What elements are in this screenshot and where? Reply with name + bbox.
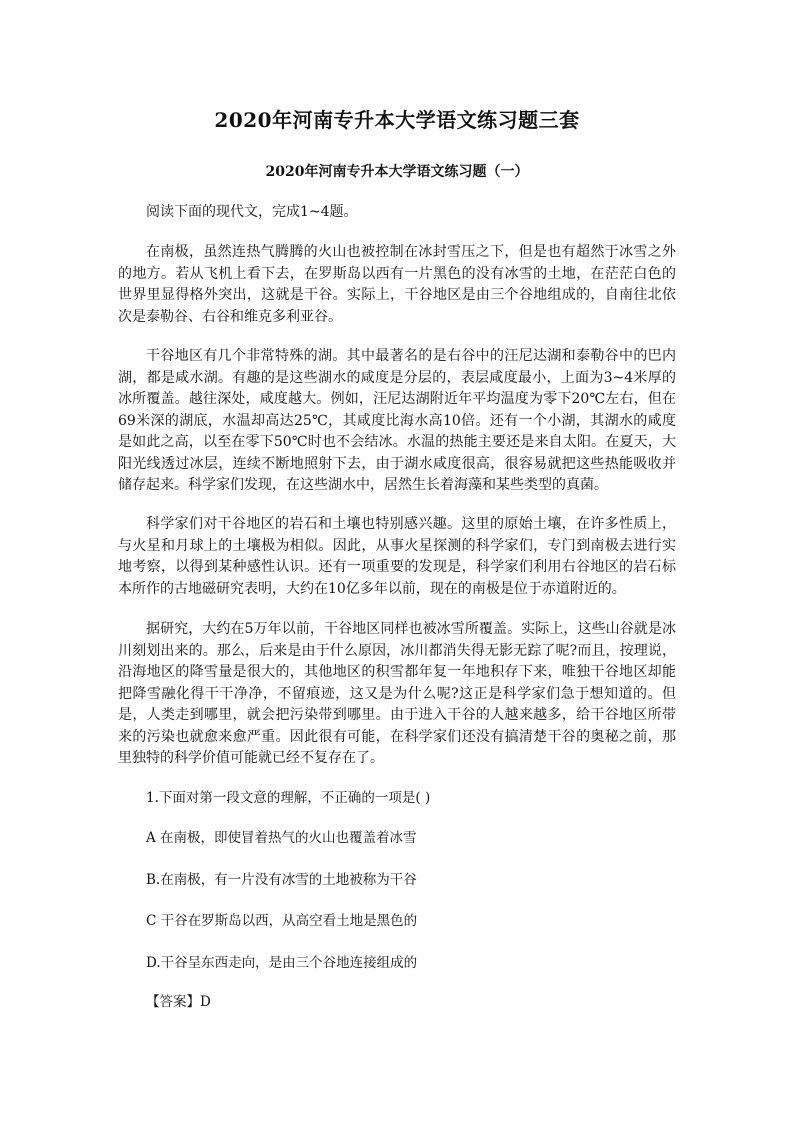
option-b: B.在南极，有一片没有冰雪的土地被称为干谷 [146,872,417,888]
question-1: 1.下面对第一段文意的理解，不正确的一项是( ) [146,790,431,806]
instruction-paragraph: 阅读下面的现代文，完成1~4题。 [146,204,358,220]
passage-paragraph-3: 科学家们对干谷地区的岩石和土壤也特别感兴趣。这里的原始土壤，在许多性质上，与火星和月球上的土壤极为相似。因此，从事火星探测的科学家们，专门到南极去进行实地考察，以得到某种感性认识。还有一项重要的发现是，科学家们利用右谷地区的岩石标本所作的古地磁研究表明，大约在10亿多年以前，现在的南极是位于赤道附近的。 [118,516,676,597]
document-title: 2020年河南专升本大学语文练习题三套 [214,108,580,132]
passage-paragraph-4: 据研究，大约在5万年以前，干谷地区同样也被冰雪所覆盖。实际上，这些山谷就是冰川刻划出来的。那么，后来是由于什么原因，冰川都消失得无影无踪了呢?而且，按理说，沿海地区的降雪量是很大的，其他地区的积雪都年复一年地积存下来，唯独干谷地区却能把降雪融化得干干净净，不留痕迹，这又是为什么呢?这正是科学家们急于想知道的。但是，人类走到哪里，就会把污染带到哪里。由于进入干谷的人越来越多，给干谷地区所带来的污染也就愈来愈严重。因此很有可能，在科学家们还没有搞清楚干谷的奥秘之前，那里独特的科学价值可能就已经不复存在了。 [118,621,676,766]
passage-paragraph-2: 干谷地区有几个非常特殊的湖。其中最著名的是右谷中的汪尼达湖和泰勒谷中的巴内湖，都是咸水湖。有趣的是这些湖水的咸度是分层的，表层咸度最小，上面为3~4米厚的冰所覆盖。越往深处，咸度越大。例如，汪尼达湖附近年平均温度为零下20℃左右，但在69米深的湖底，水温却高达25℃，其咸度比海水高10倍。还有一个小湖，其湖水的咸度是如此之高，以至在零下50℃时也不会结冰。水温的热能主要还是来自太阳。在夏天，大阳光线透过冰层，连续不断地照射下去，由于湖水咸度很高，很容易就把这些热能吸收并储存起来。科学家们发现，在这些湖水中，居然生长着海藻和某些类型的真菌。 [118,348,676,493]
option-d: D.干谷呈东西走向，是由三个谷地连接组成的 [146,955,418,971]
option-a: A 在南极，即使冒着热气的火山也覆盖着冰雪 [146,830,417,846]
passage-paragraph-1: 在南极，虽然连热气腾腾的火山也被控制在冰封雪压之下，但是也有超然于冰雪之外的地方。若从飞机上看下去，在罗斯岛以西有一片黑色的没有冰雪的土地，在茫茫白色的世界里显得格外突出，这就是干谷。实际上，干谷地区是由三个谷地组成的，自南往北依次是泰勒谷、右谷和维克多利亚谷。 [118,244,676,325]
section-title: 2020年河南专升本大学语文练习题（一） [265,164,529,180]
answer-label: 【答案】D [146,994,211,1010]
option-c: C 干谷在罗斯岛以西，从高空看土地是黑色的 [146,913,418,929]
